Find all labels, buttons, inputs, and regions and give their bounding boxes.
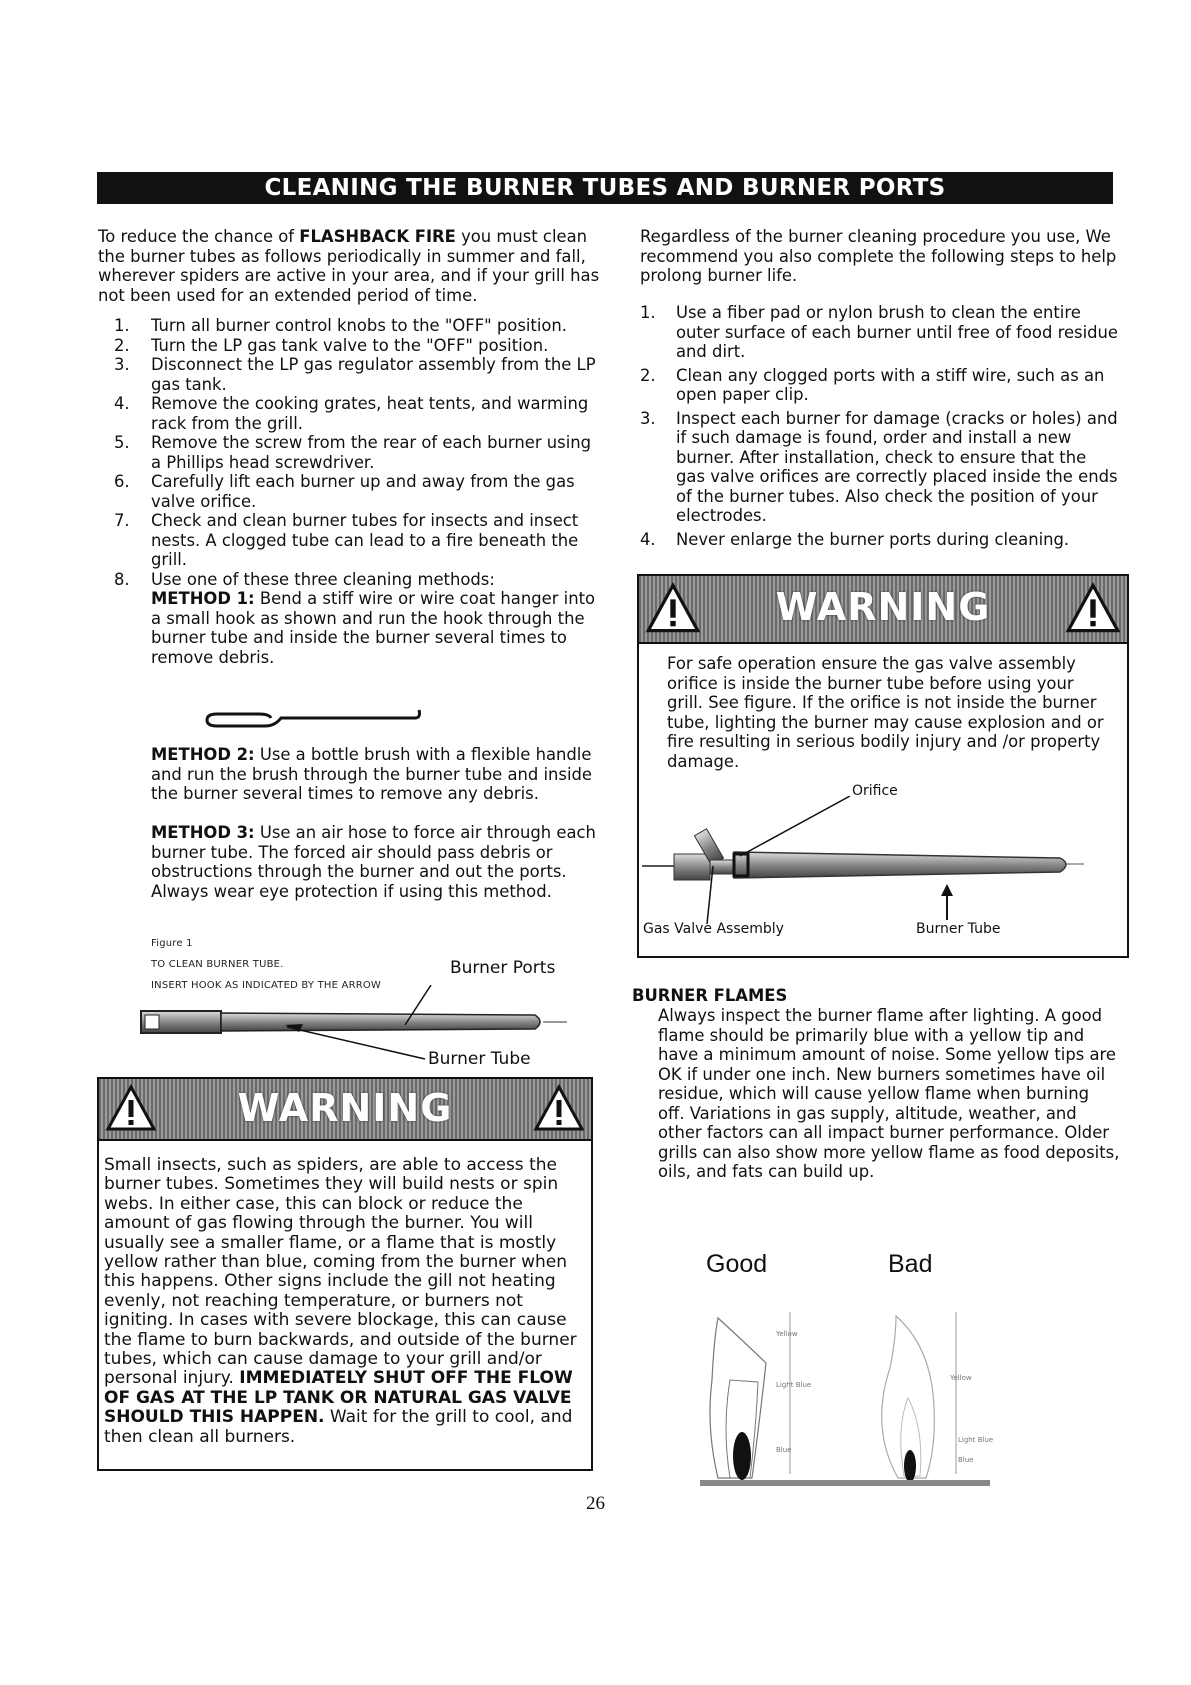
list-item (98, 355, 603, 394)
step-text: Remove the screw from the rear of each burner using a Phillips head screwdriver. (151, 433, 592, 472)
step-text: Remove the cooking grates, heat tents, and warming rack from the grill. (151, 394, 589, 433)
list-item (98, 433, 603, 472)
wire-hook-illustration (203, 700, 423, 732)
figure-caption-line-2: INSERT HOOK AS INDICATED BY THE ARROW (151, 980, 382, 991)
list-item (640, 409, 1120, 526)
burner-tube-label: Burner Tube (428, 1049, 531, 1069)
step-number: 2. (640, 365, 656, 385)
bad-flame-label: Bad (888, 1250, 933, 1278)
intro-prefix: To reduce the chance of (98, 227, 300, 246)
method-1-label: METHOD 1: (151, 589, 255, 608)
page-number: 26 (586, 1493, 605, 1514)
method-2-text: Use a bottle brush with a flexible handle and run the brush through the burner tube and inside the burner several times to remove any debris. (151, 745, 593, 803)
step-number: 1. (640, 303, 656, 322)
right-intro-paragraph: Regardless of the burner cleaning procedure you use, We recommend you also complete the following steps to help prolong burner life. (640, 227, 1117, 285)
good-yellow-label: Yellow (776, 1330, 798, 1338)
gas-valve-label: Gas Valve Assembly (643, 921, 784, 937)
section-title: CLEANING THE BURNER TUBES AND BURNER PORTS (97, 172, 1113, 204)
intro-suffix: you must clean the burner tubes as follows periodically in summer and fall, wherever spiders are active in your area, and if your grill has not been used for an extended period of time. (98, 227, 600, 305)
list-item (640, 303, 1120, 362)
warning-triangle-icon (1065, 582, 1121, 634)
method-2 (151, 745, 603, 804)
warning-insects-text (104, 1156, 586, 1447)
step-text: Turn the LP gas tank valve to the "OFF" position. (151, 335, 549, 355)
warning-word: WARNING (237, 1086, 453, 1130)
list-item (98, 511, 603, 570)
step-text: Clean any clogged ports with a stiff wire, such as an open paper clip. (676, 365, 1105, 404)
good-light-blue-label: Light Blue (776, 1381, 812, 1389)
step-text: Inspect each burner for damage (cracks or holes) and if such damage is found, order and install a new burner. After installation, check to ensure that the gas valve orifices are correctly placed inside the ends of the burner tubes. Also check the position of your electrodes. (676, 408, 1118, 525)
good-flame-label: Good (706, 1250, 768, 1278)
step-number: 4. (640, 529, 656, 549)
warning-header-orifice (637, 574, 1129, 644)
warning-body: Small insects, such as spiders, are able to access the burner tubes. Sometimes they will build nests or spin webs. In either case, this can block or reduce the amount of gas flowing through the burner. You will usually see a smaller flame, or a flame that is mostly yellow rather than blue, coming from the burner when this happens. Other signs include the gill not heating evenly, not reaching temperature, or burners not igniting. In cases with severe blockage, this can cause the flame to burn backwards, and outside of the burner tubes, which can cause damage to your grill and/or personal injury. (104, 1155, 577, 1389)
warning-orifice-text: For safe operation ensure the gas valve assembly orifice is inside the burner tube before using your grill. See figure. If the orifice is not inside the burner tube, lighting the burner may cause explosion and or fire resulting in serious bodily injury and /or property damage. (667, 654, 1104, 771)
step-number: 8. (114, 569, 130, 589)
list-item (640, 366, 1120, 405)
burner-tube-figure (135, 985, 575, 1065)
burner-tube-label-right: Burner Tube (916, 921, 1001, 937)
step-number: 3. (114, 355, 130, 374)
warning-triangle-icon (533, 1084, 585, 1132)
burner-flames-heading: BURNER FLAMES (632, 986, 788, 1005)
step-text: Carefully lift each burner up and away from the gas valve orifice. (151, 472, 575, 511)
step-number: 1. (114, 316, 130, 335)
step-text: Disconnect the LP gas regulator assembly from the LP gas tank. (151, 355, 596, 394)
figure-label: Figure 1 (151, 938, 193, 949)
bad-light-blue-label: Light Blue (958, 1436, 994, 1444)
warning-header-insects (97, 1077, 593, 1141)
warning-emphasis: IMMEDIATELY SHUT OFF THE FLOW OF GAS AT THE LP TANK OR NATURAL GAS VALVE SHOULD THIS HAPPEN. (104, 1368, 573, 1428)
orifice-label: Orifice (852, 783, 898, 799)
method-3-text: Use an air hose to force air through each burner tube. The forced air should pass debris or obstructions through the burner and out the ports. Always wear eye protection if using this method. (151, 823, 596, 901)
step-number: 2. (114, 335, 130, 355)
method-2-label: METHOD 2: (151, 745, 255, 764)
burner-flames-text: Always inspect the burner flame after lighting. A good flame should be primarily blue with a yellow tip and have a minimum amount of noise. Some yellow tips are OK if under one inch. New burners sometimes have oil residue, which will cause yellow flame when burning off. Variations in gas supply, altitude, weather, and other factors can all impact burner performance. Older grills can also show more yellow flame as food deposits, oils, and fats can build up. (658, 1006, 1120, 1181)
burner-ports-label: Burner Ports (450, 958, 556, 978)
flashback-fire-emphasis: FLASHBACK FIRE (299, 227, 456, 246)
method-3-label: METHOD 3: (151, 823, 255, 842)
step-number: 5. (114, 433, 130, 452)
step-text: Use one of these three cleaning methods: (151, 569, 495, 589)
step-text: Turn all burner control knobs to the "OFF" position. (151, 316, 568, 335)
step-text: Check and clean burner tubes for insects and insect nests. A clogged tube can lead to a fire beneath the grill. (151, 511, 579, 569)
method-1-text: Bend a stiff wire or wire coat hanger into a small hook as shown and run the hook through the burner tube and inside the burner several times to remove debris. (151, 589, 596, 667)
step-number: 3. (640, 408, 656, 428)
list-item (98, 472, 603, 511)
bad-yellow-label: Yellow (950, 1374, 972, 1382)
list-item (98, 316, 603, 336)
step-number: 7. (114, 511, 130, 530)
list-item (98, 570, 603, 668)
flame-comparison-figure (700, 1308, 990, 1488)
figure-caption-line-1: TO CLEAN BURNER TUBE. (151, 959, 284, 970)
gas-valve-figure (640, 796, 1122, 924)
step-text: Never enlarge the burner ports during cleaning. (676, 529, 1070, 549)
step-text: Use a fiber pad or nylon brush to clean the entire outer surface of each burner until free of food residue and dirt. (676, 303, 1119, 361)
list-item (98, 336, 603, 356)
method-3 (151, 823, 603, 901)
bad-blue-label: Blue (958, 1456, 974, 1464)
cleaning-steps-list (98, 316, 603, 667)
warning-body-end: Wait for the grill to cool, and then clean all burners. (104, 1407, 573, 1447)
burner-life-steps-list (640, 303, 1120, 549)
step-number: 4. (114, 394, 130, 413)
left-intro-paragraph (98, 227, 603, 305)
warning-word: WARNING (775, 585, 991, 629)
good-blue-label: Blue (776, 1446, 792, 1454)
list-item (98, 394, 603, 433)
method-1 (151, 589, 603, 667)
list-item (640, 530, 1120, 550)
step-number: 6. (114, 472, 130, 491)
